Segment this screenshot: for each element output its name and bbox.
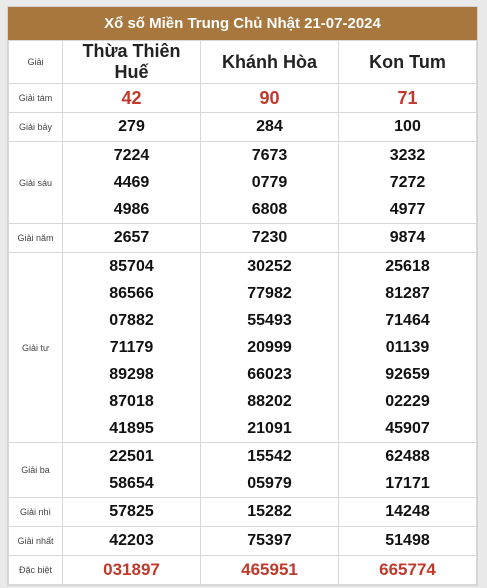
prize-row-giai-nam <box>9 224 477 253</box>
result-cell <box>63 113 201 142</box>
result-number: 71 <box>397 88 418 108</box>
result-number: 30252 <box>247 258 292 275</box>
result-cell <box>201 556 339 585</box>
result-number: 55493 <box>247 312 292 329</box>
result-cell <box>201 443 339 498</box>
result-cell <box>63 224 201 253</box>
result-number: 21091 <box>247 420 292 437</box>
prize-row-giai-sau <box>9 142 477 224</box>
result-number: 42 <box>121 88 142 108</box>
result-number: 4986 <box>113 201 150 218</box>
result-number: 14248 <box>385 503 430 520</box>
lottery-results-panel <box>7 6 478 586</box>
result-number: 89298 <box>109 366 154 383</box>
result-number: 3232 <box>389 147 426 164</box>
result-number: 85704 <box>109 258 154 275</box>
result-number: 01139 <box>385 339 430 356</box>
province-header-khanh-hoa[interactable]: Khánh Hòa <box>201 41 339 84</box>
result-number: 75397 <box>247 532 292 549</box>
prize-column-header: Giải <box>9 41 63 84</box>
result-number: 15542 <box>247 448 292 465</box>
prize-label: Đặc biệt <box>9 556 63 585</box>
result-cell <box>339 556 477 585</box>
result-cell <box>63 142 201 224</box>
result-number: 02229 <box>385 393 430 410</box>
result-number: 7224 <box>113 147 150 164</box>
province-header-hue[interactable]: Thừa Thiên Huế <box>63 41 201 84</box>
prize-row-giai-tu <box>9 253 477 443</box>
result-number: 92659 <box>385 366 430 383</box>
result-number: 9874 <box>389 229 426 246</box>
result-cell <box>201 253 339 443</box>
prize-label: Giải tư <box>9 253 63 443</box>
result-number: 05979 <box>247 475 292 492</box>
result-number: 6808 <box>251 201 288 218</box>
prize-label: Giải ba <box>9 443 63 498</box>
prize-label: Giải năm <box>9 224 63 253</box>
result-cell <box>63 498 201 527</box>
result-cell <box>201 113 339 142</box>
result-number: 88202 <box>247 393 292 410</box>
result-cell <box>339 224 477 253</box>
result-cell <box>63 443 201 498</box>
prize-row-giai-nhat <box>9 527 477 556</box>
prize-label: Giải bảy <box>9 113 63 142</box>
result-number: 4469 <box>113 174 150 191</box>
result-number: 665774 <box>379 560 436 579</box>
result-number: 62488 <box>385 448 430 465</box>
result-number: 77982 <box>247 285 292 302</box>
result-number: 15282 <box>247 503 292 520</box>
result-number: 90 <box>259 88 280 108</box>
prize-row-dac-biet <box>9 556 477 585</box>
result-cell <box>201 84 339 113</box>
result-number: 20999 <box>247 339 292 356</box>
result-number: 71179 <box>109 339 154 356</box>
result-cell <box>339 498 477 527</box>
result-number: 465951 <box>241 560 298 579</box>
result-number: 25618 <box>385 258 430 275</box>
result-number: 57825 <box>109 503 154 520</box>
result-cell <box>201 142 339 224</box>
result-number: 7272 <box>389 174 426 191</box>
result-cell <box>339 142 477 224</box>
result-cell <box>201 224 339 253</box>
prize-row-giai-tam <box>9 84 477 113</box>
result-number: 100 <box>394 118 421 135</box>
result-cell <box>339 527 477 556</box>
result-cell <box>63 556 201 585</box>
result-number: 279 <box>118 118 145 135</box>
result-number: 51498 <box>385 532 430 549</box>
result-cell <box>339 113 477 142</box>
result-number: 86566 <box>109 285 154 302</box>
result-number: 07882 <box>109 312 154 329</box>
result-number: 71464 <box>385 312 430 329</box>
result-number: 4977 <box>389 201 426 218</box>
result-number: 66023 <box>247 366 292 383</box>
result-number: 7230 <box>251 229 288 246</box>
province-header-kon-tum[interactable]: Kon Tum <box>339 41 477 84</box>
result-cell <box>201 527 339 556</box>
result-number: 17171 <box>385 475 430 492</box>
prize-table-body <box>9 84 477 585</box>
result-number: 2657 <box>113 229 150 246</box>
result-number: 031897 <box>103 560 160 579</box>
prize-label: Giải nhất <box>9 527 63 556</box>
result-cell <box>63 84 201 113</box>
result-number: 7673 <box>251 147 288 164</box>
result-number: 284 <box>256 118 283 135</box>
result-number: 45907 <box>385 420 430 437</box>
result-number: 87018 <box>109 393 154 410</box>
prize-row-giai-ba <box>9 443 477 498</box>
prize-row-giai-nhi <box>9 498 477 527</box>
result-number: 41895 <box>109 420 154 437</box>
result-cell <box>339 443 477 498</box>
result-number: 0779 <box>251 174 288 191</box>
header-row <box>9 41 477 84</box>
prize-label: Giải sáu <box>9 142 63 224</box>
result-cell <box>339 253 477 443</box>
prize-label: Giải tám <box>9 84 63 113</box>
result-cell <box>201 498 339 527</box>
result-cell <box>63 527 201 556</box>
result-number: 42203 <box>109 532 154 549</box>
result-cell <box>339 84 477 113</box>
prize-row-giai-bay <box>9 113 477 142</box>
results-title: Xổ số Miền Trung Chủ Nhật 21-07-2024 <box>8 7 477 40</box>
results-table <box>8 40 477 585</box>
result-cell <box>63 253 201 443</box>
result-number: 81287 <box>385 285 430 302</box>
prize-label: Giải nhì <box>9 498 63 527</box>
result-number: 22501 <box>109 448 154 465</box>
result-number: 58654 <box>109 475 154 492</box>
